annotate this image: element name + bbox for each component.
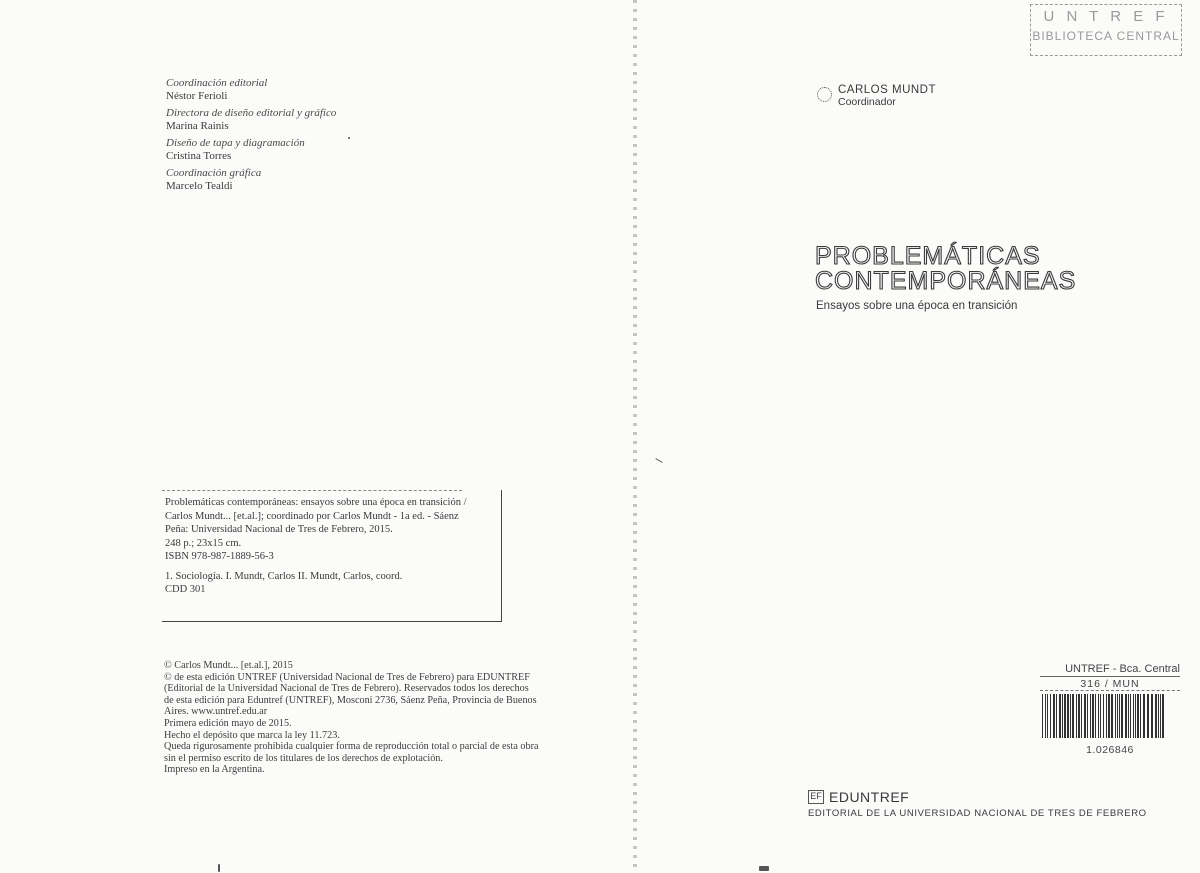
publisher-full-name: EDITORIAL DE LA UNIVERSIDAD NACIONAL DE TRES DE FEBRERO xyxy=(808,808,1147,819)
credit-name: Marina Rainis xyxy=(166,120,229,132)
barcode-bar xyxy=(1133,694,1134,738)
barcode-bar xyxy=(1050,694,1051,738)
catalog-record xyxy=(162,490,502,622)
page-gutter xyxy=(633,0,637,873)
credit-name: Cristina Torres xyxy=(166,150,232,162)
credit-role: Coordinación gráfica xyxy=(166,167,262,179)
legal-notice xyxy=(164,660,569,776)
barcode-bar xyxy=(1140,694,1141,738)
barcode-bar xyxy=(1121,694,1123,738)
barcode-icon xyxy=(1042,694,1166,738)
barcode-bar xyxy=(1095,694,1096,738)
barcode-bar xyxy=(1045,694,1046,738)
barcode-bar xyxy=(1115,694,1116,738)
editorial-credits xyxy=(166,77,426,197)
publisher-logo-text: ЕF xyxy=(810,791,822,801)
barcode-bar xyxy=(1155,694,1157,738)
barcode-bar xyxy=(1064,694,1066,738)
globe-icon xyxy=(817,87,832,102)
book-title xyxy=(815,244,1076,294)
publisher-name: EDUNTREF xyxy=(829,789,910,805)
barcode-bar xyxy=(1111,694,1113,738)
catalog-line: Peña: Universidad Nacional de Tres de Febrero, 2015. xyxy=(165,524,393,535)
legal-line: (Editorial de la Universidad Nacional de Tres de Febrero). Reservados todos los derechos xyxy=(164,683,529,695)
barcode-bar xyxy=(1158,694,1159,738)
barcode-number: 1.026846 xyxy=(1086,744,1134,756)
coordinator-name: CARLOS MUNDT xyxy=(838,84,937,96)
catalog-top-rule xyxy=(162,490,462,491)
legal-line: Queda rigurosamente prohibida cualquier forma de reproducción total o parcial de esta obra xyxy=(164,741,539,753)
barcode-bar xyxy=(1090,694,1091,738)
barcode-bar xyxy=(1130,694,1131,738)
barcode-bar xyxy=(1160,694,1161,738)
barcode-bar xyxy=(1128,694,1129,738)
legal-line: de esta edición para Eduntref (UNTREF), Mosconi 2736, Sáenz Peña, Provincia de Buenos xyxy=(164,694,537,706)
legal-line: Primera edición mayo de 2015. xyxy=(164,717,292,729)
catalog-line: Problemáticas contemporáneas: ensayos sobre una época en transición / xyxy=(165,497,467,508)
call-number: 316 / MUN xyxy=(1040,678,1180,691)
barcode-bar xyxy=(1076,694,1077,738)
catalog-line: 248 p.; 23x15 cm. xyxy=(165,537,242,549)
legal-line: Hecho el depósito que marca la ley 11.723. xyxy=(164,729,340,741)
barcode-bar xyxy=(1117,694,1118,738)
library-label-header: UNTREF - Bca. Central xyxy=(1040,663,1180,677)
barcode-bar xyxy=(1143,694,1145,738)
barcode-bar xyxy=(1062,694,1063,738)
legal-line: sin el permiso escrito de los titulares de los derechos de explotación. xyxy=(164,752,443,764)
catalog-cdd: CDD 301 xyxy=(165,584,206,595)
barcode-bar xyxy=(1059,694,1061,738)
barcode-bar xyxy=(1042,694,1043,738)
eduntref-logo-icon xyxy=(808,790,824,804)
barcode-bar xyxy=(1084,694,1086,738)
catalog-isbn: ISBN 978-987-1889-56-3 xyxy=(165,551,274,562)
credit-role: Diseño de tapa y diagramación xyxy=(166,137,305,149)
barcode-bar xyxy=(1106,694,1107,738)
barcode-bar xyxy=(1078,694,1080,738)
barcode-bar xyxy=(1092,694,1094,738)
barcode-bar xyxy=(1053,694,1055,738)
legal-line: © Carlos Mundt... [et.al.], 2015 xyxy=(164,660,293,671)
legal-line: © de esta edición UNTREF (Universidad Nacional de Tres de Febrero) para EDUNTREF xyxy=(164,671,530,683)
credit-role: Coordinación editorial xyxy=(166,77,268,89)
book-subtitle: Ensayos sobre una época en transición xyxy=(816,300,1018,312)
stamp-line: BIBLIOTECA CENTRAL xyxy=(1032,29,1180,43)
scan-speck xyxy=(218,864,220,872)
barcode-bar xyxy=(1147,694,1149,738)
barcode-bar xyxy=(1135,694,1136,738)
legal-line: Impreso en la Argentina. xyxy=(164,764,265,776)
barcode-bar xyxy=(1137,694,1139,738)
legal-line: Aires. www.untref.edu.ar xyxy=(164,706,268,718)
barcode-bar xyxy=(1087,694,1088,738)
credit-name: Néstor Ferioli xyxy=(166,90,228,102)
scan-speck xyxy=(759,866,769,871)
barcode-bar xyxy=(1108,694,1110,738)
barcode-bar xyxy=(1162,694,1164,738)
stamp-line: U N T R E F xyxy=(1043,8,1169,25)
title-line: CONTEMPORÁNEAS xyxy=(815,267,1077,295)
library-label xyxy=(1040,663,1180,756)
coordinator-role: Coordinador xyxy=(838,96,896,108)
barcode-bar xyxy=(1072,694,1074,738)
title-line: PROBLEMÁTICAS xyxy=(815,242,1041,270)
barcode-bar xyxy=(1070,694,1071,738)
barcode-bar xyxy=(1047,694,1048,738)
scan-speck xyxy=(655,458,662,463)
barcode-bar xyxy=(1100,694,1101,738)
credit-name: Marcelo Tealdi xyxy=(166,180,233,192)
barcode-bar xyxy=(1081,694,1082,738)
barcode-bar xyxy=(1056,694,1057,738)
barcode-bar xyxy=(1151,694,1153,738)
credit-role: Directora de diseño editorial y gráfico xyxy=(166,107,337,119)
library-stamp xyxy=(1030,4,1182,56)
barcode-bar xyxy=(1067,694,1069,738)
barcode-bar xyxy=(1098,694,1099,738)
catalog-line: Carlos Mundt... [et.al.]; coordinado por Carlos Mundt - 1a ed. - Sáenz xyxy=(165,510,459,522)
barcode-bar xyxy=(1103,694,1104,738)
barcode-bar xyxy=(1125,694,1127,738)
barcode-bar xyxy=(1119,694,1120,738)
catalog-subjects: 1. Sociología. I. Mundt, Carlos II. Mundt, Carlos, coord. xyxy=(165,570,403,582)
